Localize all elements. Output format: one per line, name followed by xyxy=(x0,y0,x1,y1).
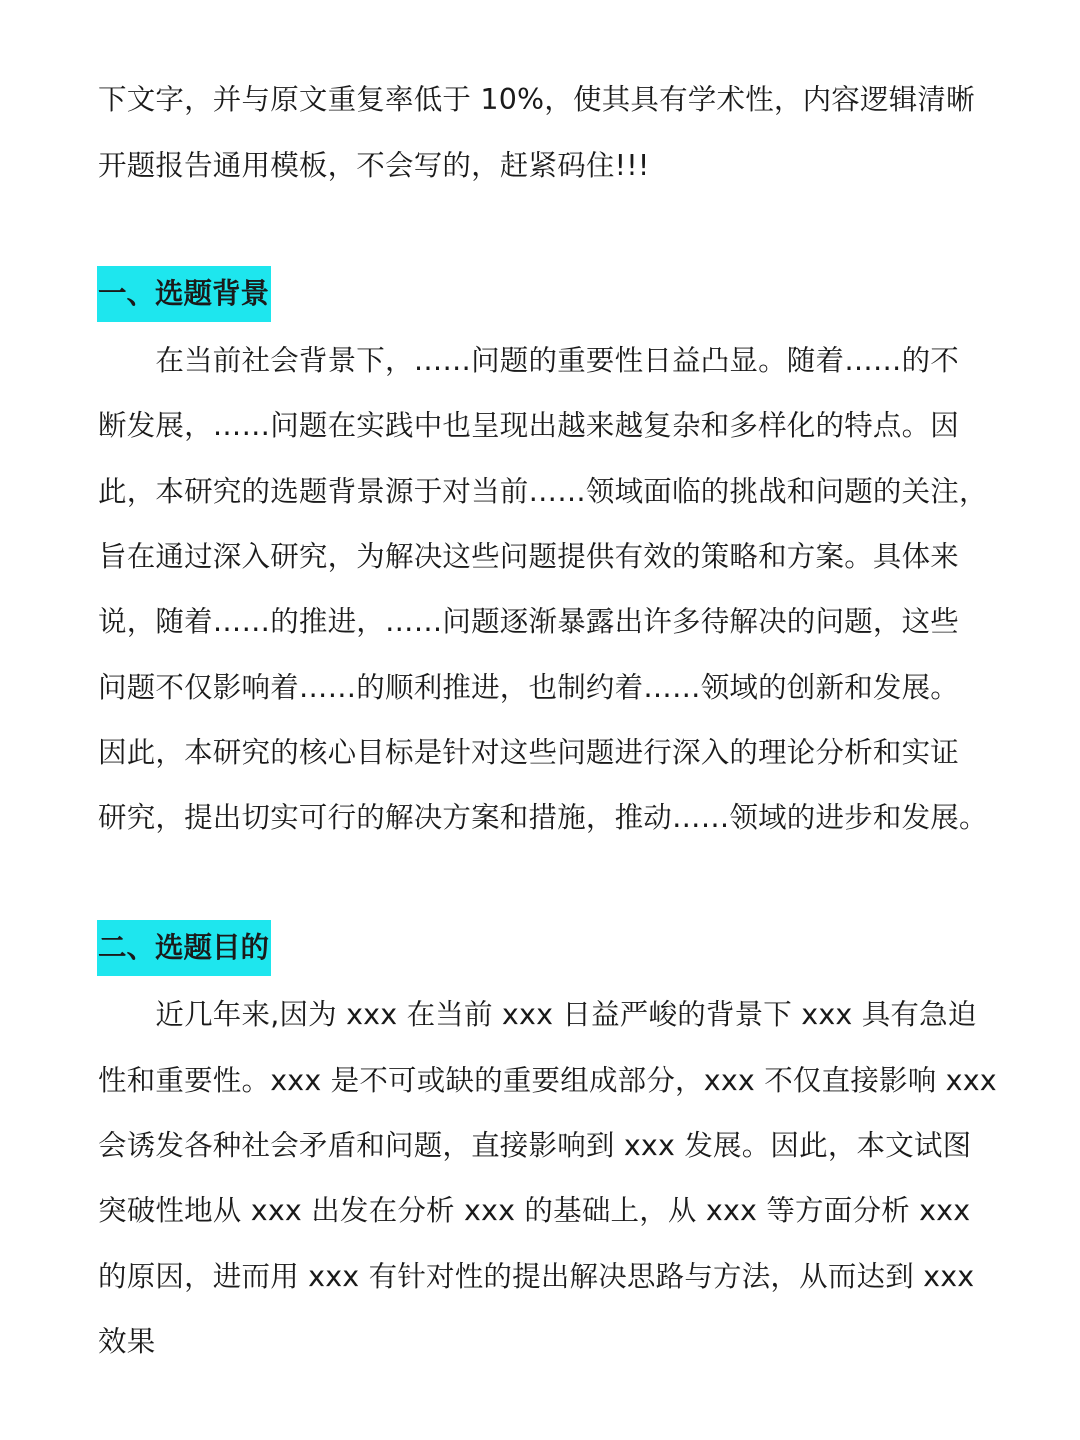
paragraph-line: 突破性地从 xxx 出发在分析 xxx 的基础上，从 xxx 等方面分析 xxx xyxy=(98,1194,971,1227)
section-heading-background: 一、选题背景 xyxy=(97,266,271,322)
paragraph-line: 效果 xyxy=(98,1325,156,1358)
paragraph-line: 问题不仅影响着……的顺利推进，也制约着……领域的创新和发展。 xyxy=(98,671,960,704)
paragraph-line: 会诱发各种社会矛盾和问题，直接影响到 xxx 发展。因此，本文试图 xyxy=(98,1129,972,1162)
paragraph-line: 旨在通过深入研究，为解决这些问题提供有效的策略和方案。具体来 xyxy=(98,540,960,573)
paragraph-line: 性和重要性。xxx 是不可或缺的重要组成部分，xxx 不仅直接影响 xxx xyxy=(98,1064,997,1097)
section-heading-purpose: 二、选题目的 xyxy=(97,920,271,976)
intro-line-2: 开题报告通用模板，不会写的，赶紧码住!!! xyxy=(98,149,650,182)
paragraph-line: 在当前社会背景下，……问题的重要性日益凸显。随着……的不 xyxy=(98,344,960,377)
paragraph-line: 因此，本研究的核心目标是针对这些问题进行深入的理论分析和实证 xyxy=(98,736,960,769)
paragraph-line: 此，本研究的选题背景源于对当前……领域面临的挑战和问题的关注， xyxy=(98,475,988,508)
paragraph-line: 断发展，……问题在实践中也呈现出越来越复杂和多样化的特点。因 xyxy=(98,409,960,442)
paragraph-line: 的原因，进而用 xxx 有针对性的提出解决思路与方法，从而达到 xxx xyxy=(98,1260,975,1293)
paragraph-line: 近几年来,因为 xxx 在当前 xxx 日益严峻的背景下 xxx 具有急迫 xyxy=(98,998,977,1031)
intro-line-1: 下文字，并与原文重复率低于 10%，使其具有学术性，内容逻辑清晰 xyxy=(98,83,975,116)
paragraph-line: 说，随着……的推进，……问题逐渐暴露出许多待解决的问题，这些 xyxy=(98,605,960,638)
paragraph-line: 研究，提出切实可行的解决方案和措施，推动……领域的进步和发展。 xyxy=(98,801,988,834)
